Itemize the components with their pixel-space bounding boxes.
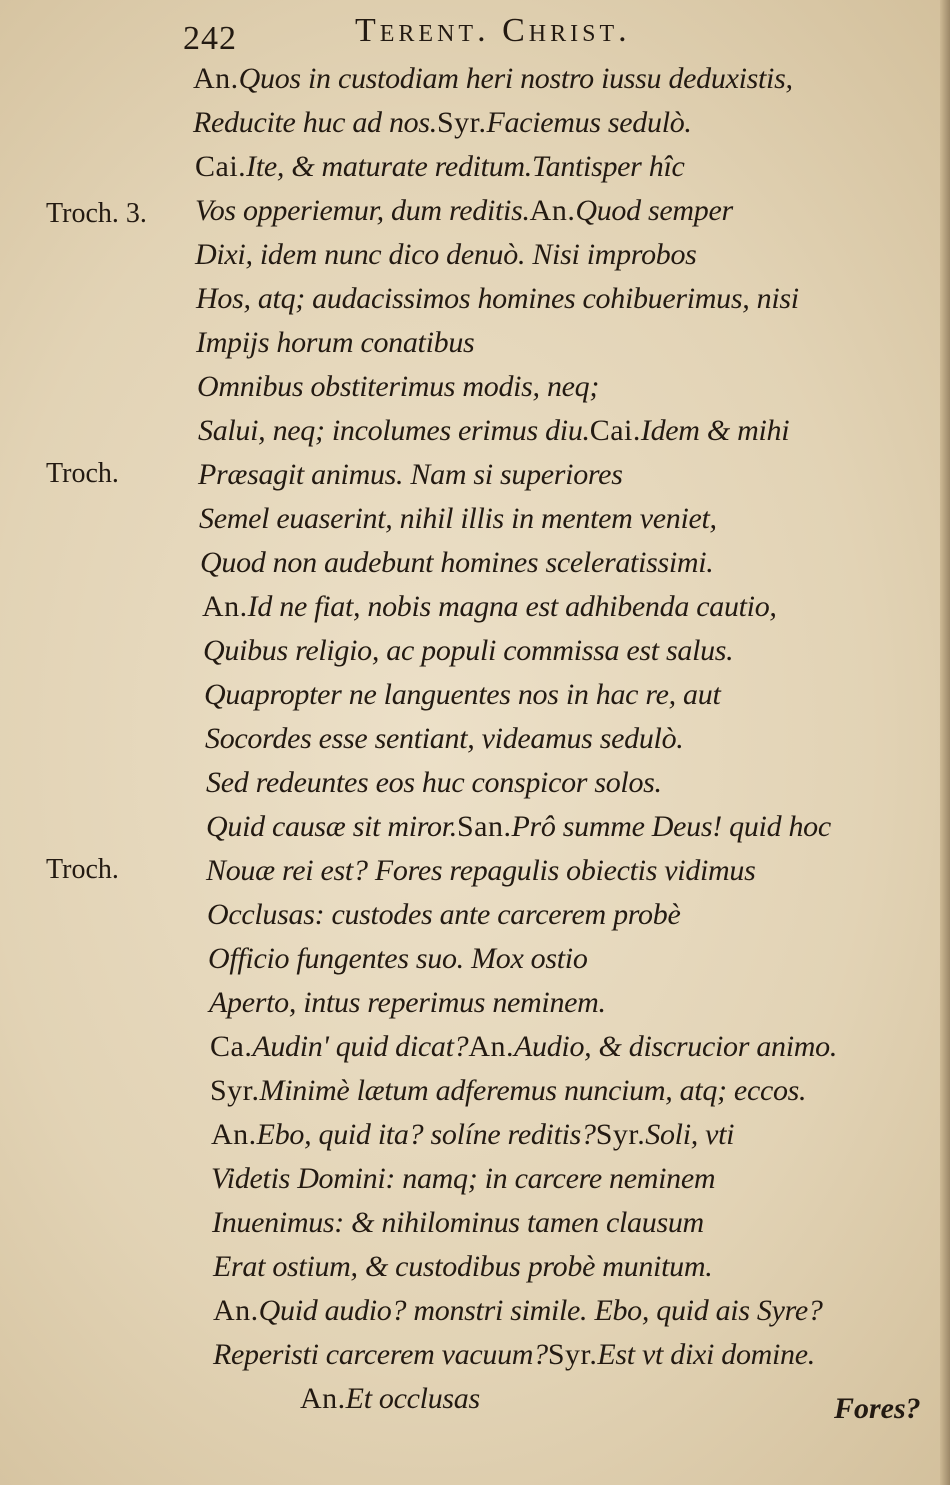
verse-line <box>193 106 692 140</box>
verse-text-span: Præsagit animus. Nam si superiores <box>198 458 623 491</box>
verse-line <box>193 62 793 96</box>
verse-line <box>202 590 777 624</box>
verse-text-span: Quid causæ sit miror. <box>206 810 457 843</box>
verse-line <box>205 722 683 756</box>
verse-line <box>198 458 623 492</box>
verse-line <box>210 1074 806 1108</box>
verse-text-span: Erat ostium, & custodibus probè munitum. <box>213 1250 713 1283</box>
verse-text-span: Dixi, idem nunc dico denuò. Nisi improbos <box>195 238 697 271</box>
verse-text-span: Quapropter ne languentes nos in hac re, aut <box>204 678 721 711</box>
verse-text-span: Quibus religio, ac populi commissa est salus. <box>203 634 734 667</box>
verse-text-span: Quod semper <box>575 194 733 227</box>
verse-text-span: Videtis Domini: namq; in carcere neminem <box>211 1162 716 1195</box>
speaker-label: Syr. <box>436 106 487 139</box>
verse-text-span: Audin' quid dicat? <box>252 1030 469 1063</box>
margin-note-meter: Troch. <box>46 458 119 489</box>
verse-line <box>208 942 588 976</box>
speaker-label: An. <box>468 1030 514 1063</box>
verse-text-span: Est vt dixi domine. <box>597 1338 815 1371</box>
speaker-label: Syr. <box>595 1118 646 1151</box>
verse-line <box>196 326 474 360</box>
speaker-label: An. <box>529 194 576 227</box>
verse-text-span: Sed redeuntes eos huc conspicor solos. <box>206 766 662 799</box>
verse-text-span: Occlusas: custodes ante carcerem probè <box>207 898 681 931</box>
verse-text-span: Officio fungentes suo. Mox ostio <box>208 942 588 975</box>
verse-text-span: Impijs horum conatibus <box>196 326 475 359</box>
verse-text-span: Ebo, quid ita? solíne reditis? <box>256 1118 596 1151</box>
verse-line <box>213 1294 823 1328</box>
verse-text-span: Audio, & discrucior animo. <box>514 1030 838 1063</box>
verse-text-span: Prô summe Deus! quid hoc <box>511 810 831 843</box>
verse-line <box>196 282 799 316</box>
verse-text-span: Socordes esse sentiant, videamus sedulò. <box>205 722 684 755</box>
verse-line <box>206 810 831 844</box>
verse-text-span: Idem & mihi <box>640 414 790 447</box>
verse-text-span: Aperto, intus reperimus neminem. <box>209 986 606 1019</box>
verse-line <box>200 546 714 580</box>
verse-text-span: Ite, & maturate reditum.Tantisper hîc <box>246 150 685 183</box>
verse-text-span: Quod non audebunt homines sceleratissimi. <box>200 546 714 579</box>
verse-text-span: Et occlusas <box>345 1382 480 1415</box>
verse-text-span: Id ne fiat, nobis magna est adhibenda cautio, <box>247 590 777 623</box>
verse-line <box>203 634 733 668</box>
speaker-label: An. <box>193 62 239 95</box>
speaker-label: Cai. <box>589 414 641 447</box>
verse-line <box>207 898 680 932</box>
verse-text-span: Nouæ rei est? Fores repagulis obiectis vidimus <box>206 854 756 887</box>
verse-line <box>199 502 717 536</box>
verse-text-span: Reducite huc ad nos. <box>193 106 437 139</box>
page-header <box>0 6 950 66</box>
speaker-label: Syr. <box>547 1338 598 1371</box>
verse-line <box>198 414 789 448</box>
verse-text-span: Semel euaserint, nihil illis in mentem veniet, <box>199 502 717 535</box>
verse-line <box>213 1250 712 1284</box>
verse-line <box>195 150 685 184</box>
verse-line <box>211 1162 715 1196</box>
speaker-label: An. <box>213 1294 259 1327</box>
verse-line <box>197 370 599 404</box>
verse-text-span: Minimè lætum adferemus nuncium, atq; eccos. <box>259 1074 807 1107</box>
running-head: Terent. Christ. <box>355 12 631 49</box>
speaker-label: Cai. <box>195 150 247 183</box>
speaker-label: An. <box>211 1118 257 1151</box>
speaker-label: An. <box>202 590 248 623</box>
verse-text-span: Quid audio? monstri simile. Ebo, quid ais Syre? <box>258 1294 823 1327</box>
verse-text-span: Salui, neq; incolumes erimus diu. <box>198 414 590 447</box>
verse-line <box>211 1118 734 1152</box>
verse-line <box>209 986 606 1020</box>
speaker-label: San. <box>456 810 512 843</box>
verse-line <box>195 238 697 272</box>
verse-line <box>195 194 733 228</box>
verse-line <box>206 854 756 888</box>
margin-note-meter: Troch. 3. <box>46 198 147 229</box>
verse-text-span: Quos in custodiam heri nostro iussu deduxistis, <box>238 62 793 95</box>
verse-line <box>212 1206 704 1240</box>
speaker-label: An. <box>300 1382 346 1415</box>
verse-text-span: Faciemus sedulò. <box>486 106 692 139</box>
verse-text-span: Soli, vti <box>645 1118 735 1151</box>
verse-text-span: Hos, atq; audacissimos homines cohibuerimus, nisi <box>196 282 799 315</box>
page-number: 242 <box>183 20 237 57</box>
verse-line <box>204 678 720 712</box>
verse-text-span: Reperisti carcerem vacuum? <box>213 1338 548 1371</box>
verse-text-span: Omnibus obstiterimus modis, neq; <box>197 370 600 403</box>
speaker-label: Ca. <box>210 1030 253 1063</box>
verse-text-span: Inuenimus: & nihilominus tamen clausum <box>212 1206 704 1239</box>
page-edge <box>940 0 950 1485</box>
catchword: Fores? <box>834 1392 921 1425</box>
verse-line <box>300 1382 480 1416</box>
verse-line <box>210 1030 837 1064</box>
margin-note-meter: Troch. <box>46 854 119 885</box>
verse-line <box>206 766 662 800</box>
verse-text-span: Vos opperiemur, dum reditis. <box>195 194 530 227</box>
speaker-label: Syr. <box>210 1074 260 1107</box>
verse-line <box>213 1338 815 1372</box>
